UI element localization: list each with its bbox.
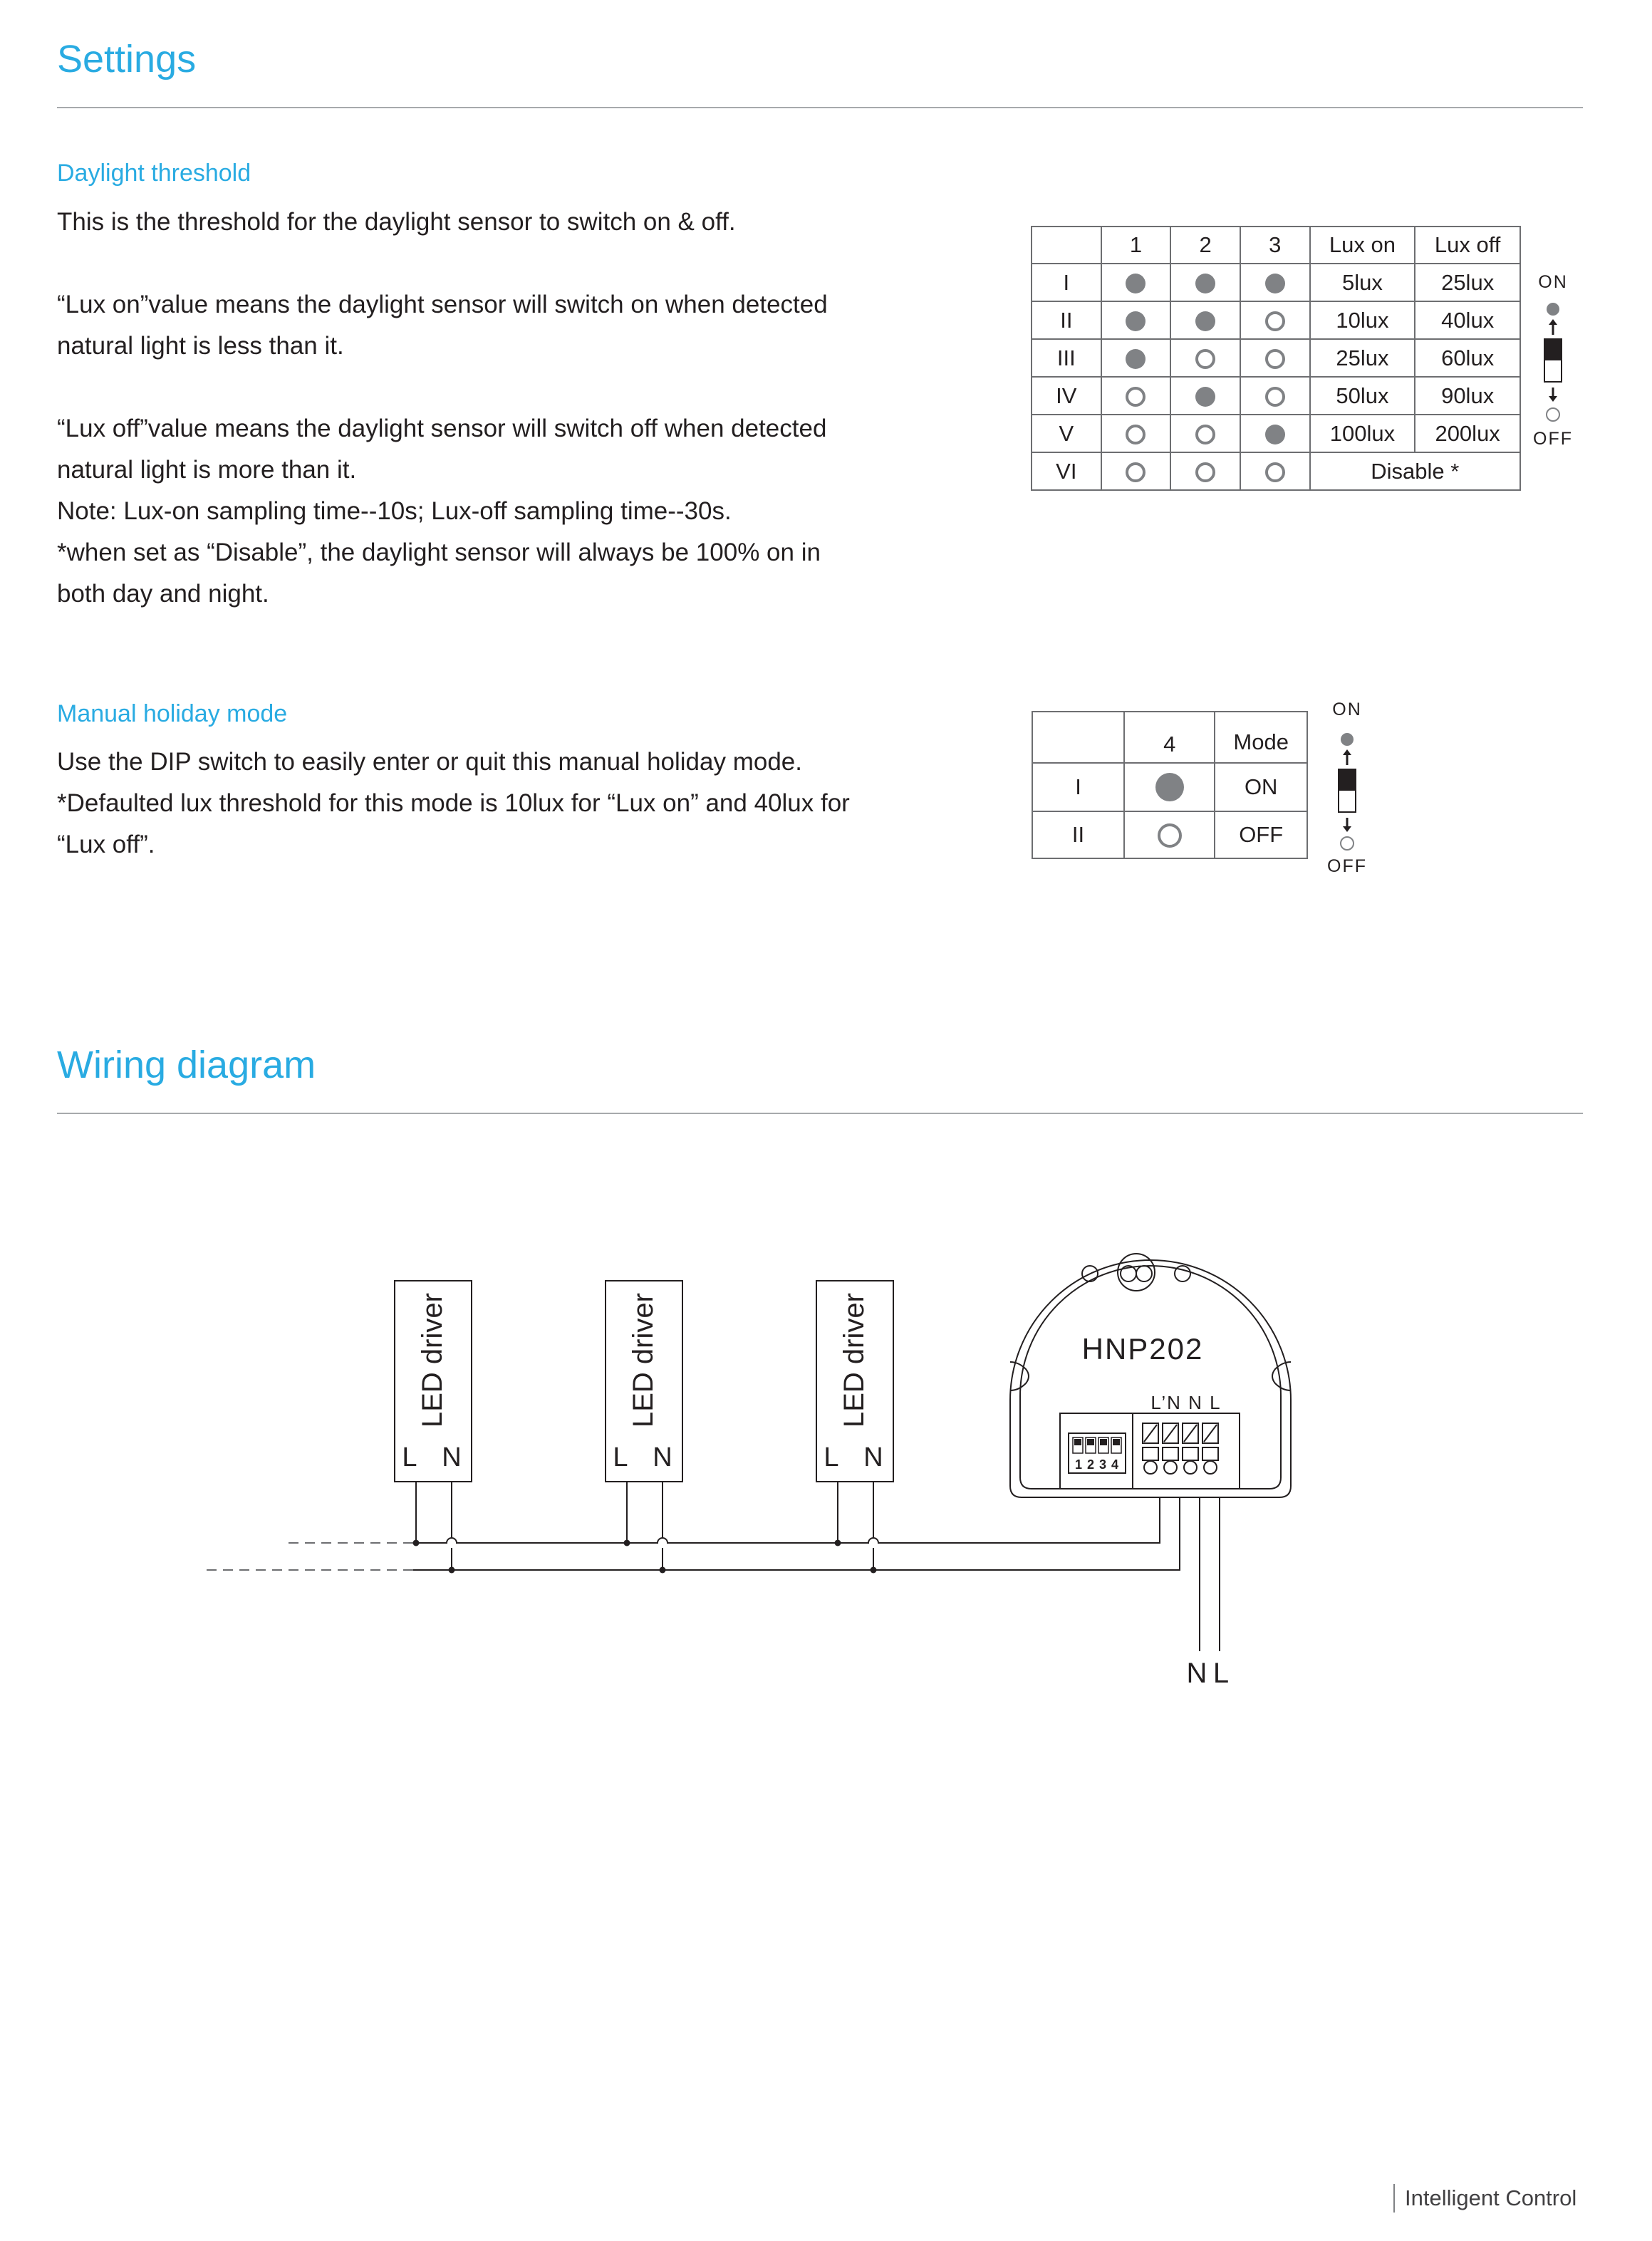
row-label: I (1032, 763, 1124, 811)
table-row (1032, 811, 1307, 858)
row-label: III (1032, 339, 1101, 377)
lux-off-cell: 200lux (1415, 415, 1520, 452)
dip-dot-icon (1126, 349, 1146, 369)
dip-dot-icon (1195, 387, 1215, 407)
wiring-diagram (0, 1175, 1652, 1717)
dip-dot-icon (1195, 349, 1215, 369)
driver-n-terminal: N (653, 1442, 672, 1472)
neutral-bus-wire (413, 1510, 1180, 1570)
disable-cell: Disable * (1310, 452, 1520, 490)
lux-off-cell: 60lux (1415, 339, 1520, 377)
dip-dot-icon (1265, 462, 1285, 482)
dip-dot-icon (1195, 311, 1215, 331)
dip-dot-icon (1265, 387, 1285, 407)
dip-dot-icon (1265, 274, 1285, 293)
mode-cell: OFF (1215, 811, 1307, 858)
dip-dot-icon (1195, 462, 1215, 482)
dip-dot-icon (1265, 349, 1285, 369)
device-name: HNP202 (1081, 1332, 1204, 1366)
dip-dot-icon (1126, 425, 1146, 444)
dip-dot-icon (1126, 274, 1146, 293)
dip-numbers: 1 2 3 4 (1074, 1457, 1120, 1472)
row-label: I (1032, 264, 1101, 301)
daylight-dip-table (1031, 226, 1521, 491)
driver-l-terminal: L (402, 1442, 417, 1472)
daylight-para: natural light is more than it. (57, 456, 357, 484)
driver-n-terminal: N (863, 1442, 883, 1472)
daylight-para: “Lux off”value means the daylight sensor will switch off when detected (57, 415, 827, 442)
lux-on-cell: 50lux (1310, 377, 1415, 415)
row-label: II (1032, 811, 1124, 858)
dip-switch-icon (1539, 299, 1567, 427)
daylight-para: both day and night. (57, 580, 269, 608)
dip-dot-icon (1126, 387, 1146, 407)
switch-on-label: ON (1538, 272, 1568, 292)
dip-dot-icon (1158, 823, 1182, 848)
sensor-device (1010, 1254, 1291, 1497)
driver-label: LED driver (838, 1293, 870, 1428)
settings-title: Settings (57, 38, 197, 80)
daylight-heading: Daylight threshold (57, 160, 251, 187)
row-label: II (1032, 301, 1101, 339)
dip-dot-icon (1155, 773, 1184, 801)
table-row (1032, 763, 1307, 811)
supply-live-label: L (1212, 1658, 1230, 1689)
holiday-description (57, 742, 983, 865)
dip-switch-icon (1333, 727, 1361, 855)
header-cell: Mode (1215, 712, 1307, 763)
dip-dot-icon (1126, 462, 1146, 482)
wiring-divider (57, 1113, 1583, 1114)
lux-on-cell: 5lux (1310, 264, 1415, 301)
footer-divider (1393, 2184, 1395, 2213)
wiring-title: Wiring diagram (57, 1044, 316, 1086)
table-row (1032, 301, 1520, 339)
dip-dot-icon (1126, 311, 1146, 331)
header-cell: 4 (1124, 712, 1215, 763)
led-driver-1 (395, 1281, 472, 1482)
row-label: VI (1032, 452, 1101, 490)
settings-divider (57, 107, 1583, 108)
header-cell (1032, 712, 1124, 763)
row-label: IV (1032, 377, 1101, 415)
header-cell: Lux off (1415, 227, 1520, 264)
led-driver-3 (816, 1281, 893, 1482)
table-header-row (1032, 712, 1307, 763)
driver-l-terminal: L (824, 1442, 839, 1472)
dip-dot-icon (1195, 274, 1215, 293)
table-row (1032, 452, 1520, 490)
supply-neutral-label: N (1186, 1658, 1207, 1689)
table-header-row (1032, 227, 1520, 264)
lux-on-cell: 100lux (1310, 415, 1415, 452)
driver-n-terminal: N (442, 1442, 462, 1472)
table-row (1032, 377, 1520, 415)
switch-on-label: ON (1332, 700, 1362, 719)
switch-off-label: OFF (1533, 429, 1573, 449)
header-cell: Lux on (1310, 227, 1415, 264)
dip-dot-icon (1265, 425, 1285, 444)
dip-dot-icon (1195, 425, 1215, 444)
table-row (1032, 339, 1520, 377)
daylight-para: “Lux on”value means the daylight sensor will switch on when detected (57, 291, 828, 318)
header-cell: 3 (1240, 227, 1310, 264)
holiday-para: “Lux off”. (57, 831, 155, 858)
header-cell: 1 (1101, 227, 1171, 264)
led-driver-2 (606, 1281, 682, 1482)
header-cell (1032, 227, 1101, 264)
header-cell: 2 (1170, 227, 1240, 264)
driver-label: LED driver (417, 1293, 448, 1428)
holiday-para: Use the DIP switch to easily enter or quit this manual holiday mode. (57, 748, 802, 776)
table-row (1032, 415, 1520, 452)
driver-label: LED driver (628, 1293, 659, 1428)
lux-on-cell: 25lux (1310, 339, 1415, 377)
daylight-para: Note: Lux-on sampling time--10s; Lux-off sampling time--30s. (57, 497, 732, 525)
mode-cell: ON (1215, 763, 1307, 811)
daylight-para (57, 367, 983, 408)
driver-l-terminal: L (613, 1442, 628, 1472)
terminal-labels: L’N N L (1150, 1392, 1222, 1413)
switch-off-label: OFF (1327, 856, 1367, 876)
lux-off-cell: 25lux (1415, 264, 1520, 301)
lux-off-cell: 40lux (1415, 301, 1520, 339)
daylight-para (57, 243, 983, 284)
holiday-dip-table (1032, 711, 1308, 859)
daylight-para: *when set as “Disable”, the daylight sensor will always be 100% on in (57, 539, 821, 566)
holiday-heading: Manual holiday mode (57, 700, 288, 727)
live-bus-wire (413, 1510, 1160, 1543)
lux-off-cell: 90lux (1415, 377, 1520, 415)
daylight-description (57, 202, 983, 615)
daylight-para: natural light is less than it. (57, 332, 344, 360)
footer-text: Intelligent Control (1405, 2185, 1577, 2210)
dip-dot-icon (1265, 311, 1285, 331)
daylight-para: This is the threshold for the daylight sensor to switch on & off. (57, 208, 736, 236)
row-label: V (1032, 415, 1101, 452)
table-row (1032, 264, 1520, 301)
holiday-para: *Defaulted lux threshold for this mode is 10lux for “Lux on” and 40lux for (57, 789, 850, 817)
lux-on-cell: 10lux (1310, 301, 1415, 339)
